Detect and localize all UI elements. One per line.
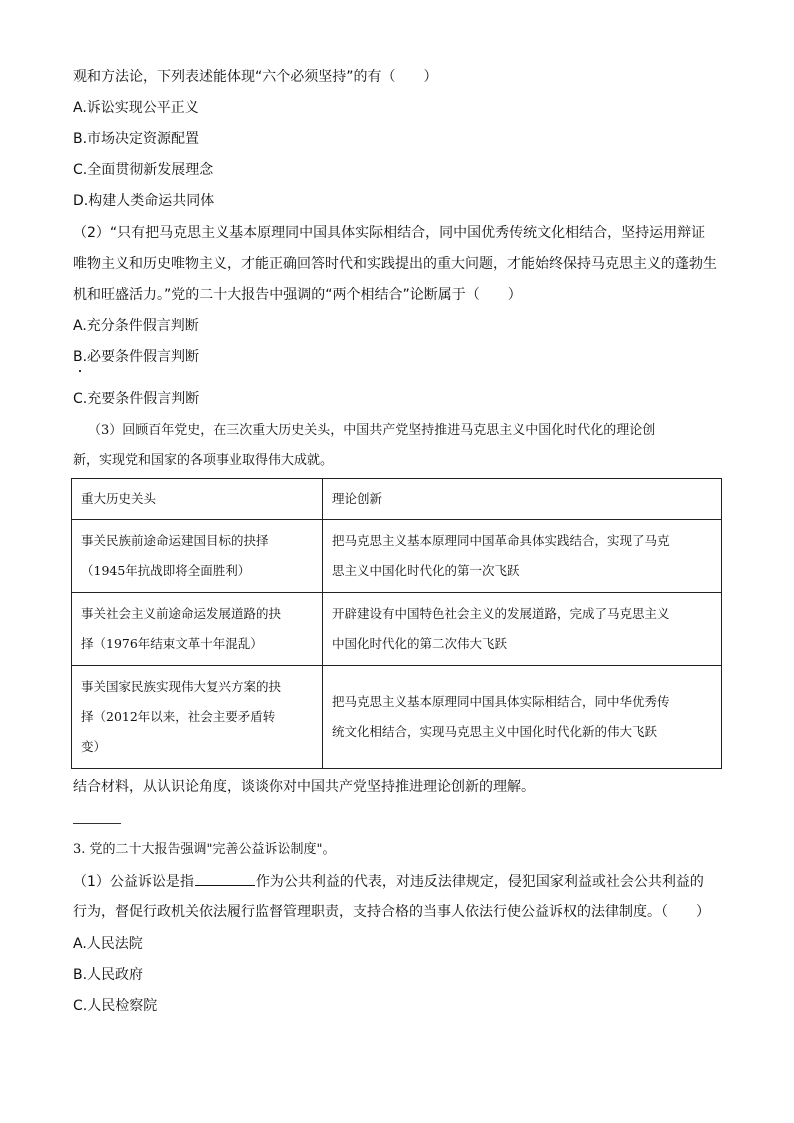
option-c: C.全面贯彻新发展理念 — [73, 162, 214, 178]
question-stem-line: （3）回顾百年党史，在三次重大历史关头，中国共产党坚持推进马克思主义中国化时代化的理论创 — [88, 423, 656, 438]
option-b: B.人民政府 — [73, 967, 144, 983]
stem-text: （1）公益诉讼是指 — [73, 874, 194, 890]
history-table — [71, 478, 722, 769]
cell-text: 把马克思主义基本原理同中国具体实际相结合，同中华优秀传 — [332, 694, 670, 709]
cell-text: 中国化时代化的第二次伟大飞跃 — [332, 636, 508, 651]
table-header-row — [72, 479, 722, 520]
question-3-stem: 3. 党的二十大报告强调"完善公益诉讼制度"。 — [73, 842, 336, 857]
option-a: A.人民法院 — [73, 936, 143, 952]
cell-text: 思主义中国化时代化的第一次飞跃 — [332, 563, 520, 578]
cell-text: 事关国家民族实现伟大复兴方案的抉 — [81, 679, 282, 694]
cell-text: 择（1976年结束文革十年混乱） — [81, 636, 263, 651]
cell-text: 把马克思主义基本原理同中国革命具体实践结合，实现了马克 — [332, 533, 670, 548]
table-cell — [72, 593, 323, 666]
question-stem-line — [73, 871, 704, 892]
option-a: A.诉讼实现公平正义 — [73, 100, 199, 116]
cell-text: 事关民族前途命运建国目标的抉择 — [81, 533, 269, 548]
table-header-cell: 理论创新 — [323, 479, 722, 520]
cell-text: 变） — [81, 739, 107, 754]
answer-blank — [195, 871, 255, 886]
cell-text: 择（2012年以来，社会主要矛盾转 — [81, 709, 276, 724]
question-stem-line: 机和旺盛活力。”党的二十大报告中强调的“两个相结合”论断属于（ ） — [73, 287, 522, 303]
table-row — [72, 666, 722, 769]
option-d: D.构建人类命运共同体 — [73, 193, 215, 209]
table-row — [72, 520, 722, 593]
cell-text: （1945年抗战即将全面胜利） — [81, 563, 251, 578]
divider — [73, 823, 121, 824]
question-stem-line: 唯物主义和历史唯物主义，才能正确回答时代和实践提出的重大问题，才能始终保持马克思主义的蓬勃生 — [73, 256, 717, 272]
option-c: C.人民检察院 — [73, 998, 158, 1014]
table-cell — [323, 520, 722, 593]
option-b: B.必要条件假言判断 — [73, 349, 200, 365]
cell-text: 开辟建设有中国特色社会主义的发展道路，完成了马克思主义 — [332, 606, 670, 621]
table-cell — [72, 666, 323, 769]
cell-text: 事关社会主义前途命运发展道路的抉 — [81, 606, 282, 621]
question-stem-line: 行为，督促行政机关依法履行监督管理职责，支持合格的当事人依法行使公益诉权的法律制度。（ ） — [73, 904, 710, 920]
option-b: B.市场决定资源配置 — [73, 131, 200, 147]
table-cell — [72, 520, 323, 593]
option-c: C.充要条件假言判断 — [73, 391, 200, 407]
question-stem: 观和方法论，下列表述能体现“六个必须坚持”的有（ ） — [73, 69, 438, 85]
question-stem-line: （2）“只有把马克思主义基本原理同中国具体实际相结合，同中国优秀传统文化相结合，坚持运用辩证 — [73, 225, 706, 241]
table-row — [72, 593, 722, 666]
table-cell — [323, 593, 722, 666]
table-cell — [323, 666, 722, 769]
option-a: A.充分条件假言判断 — [73, 318, 199, 334]
stem-text: 作为公共利益的代表，对违反法律规定，侵犯国家利益或社会公共利益的 — [255, 874, 704, 890]
question-prompt: 结合材料，从认识论角度，谈谈你对中国共产党坚持推进理论创新的理解。 — [73, 779, 535, 795]
table-header-cell: 重大历史关头 — [72, 479, 323, 520]
stray-dot — [79, 370, 81, 372]
cell-text: 统文化相结合，实现马克思主义中国化时代化新的伟大飞跃 — [332, 724, 658, 739]
question-stem-line: 新，实现党和国家的各项事业取得伟大成就。 — [73, 453, 334, 468]
